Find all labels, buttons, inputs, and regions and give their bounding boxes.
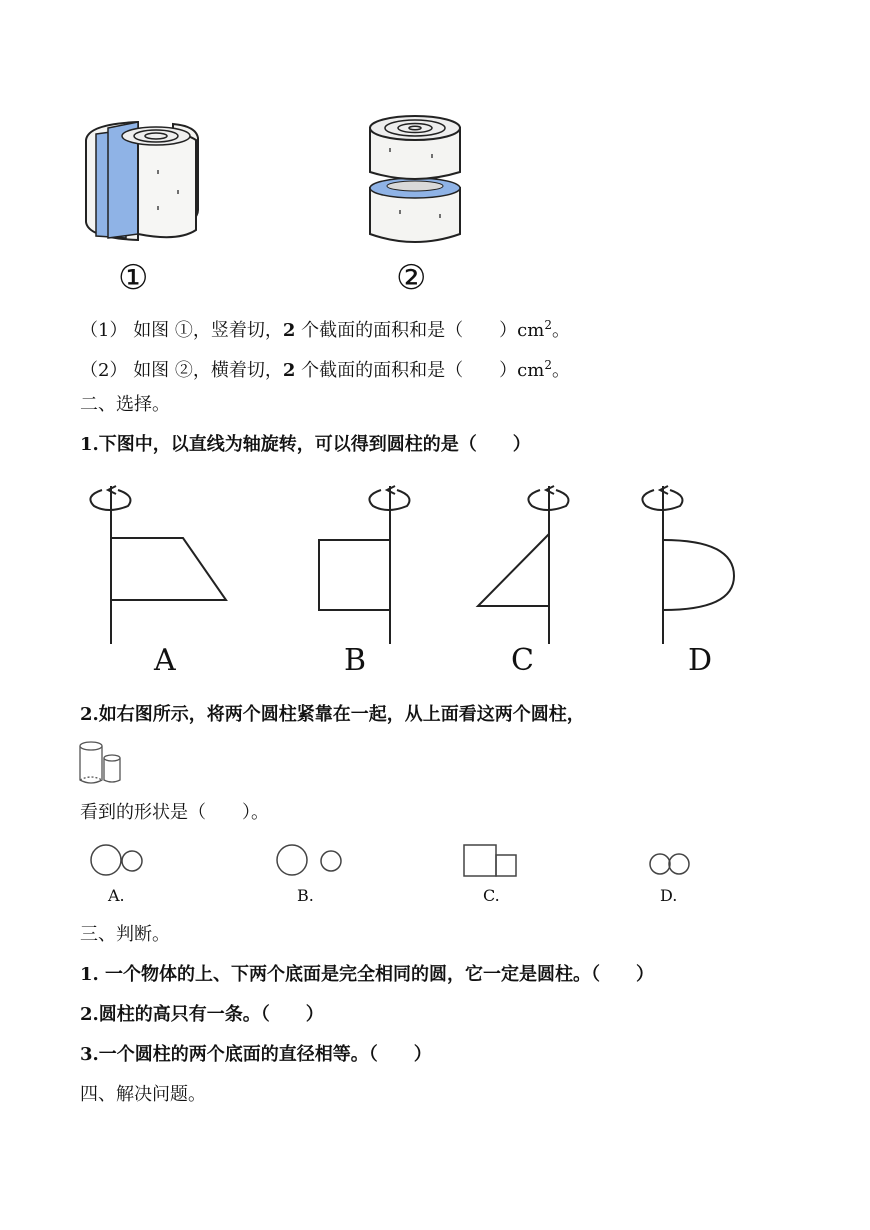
- q1-text-a: 如图 ①，竖着切，: [133, 320, 283, 341]
- top-view-option-a: A.: [108, 886, 125, 905]
- judge-item-3: 3.一个圆柱的两个底面的直径相等。（ ）: [80, 1044, 432, 1065]
- q1-sup: 2: [544, 318, 552, 332]
- rotation-options-figure: [78, 476, 758, 686]
- question-1-1: [80, 314, 570, 342]
- top-view-option-d: D.: [660, 886, 678, 905]
- top-view-option-b: B.: [297, 886, 314, 905]
- q1-end: 。: [551, 320, 570, 341]
- q2-num: 2: [282, 360, 296, 381]
- figure-1-label: ①: [118, 258, 149, 298]
- rotation-option-b: B: [344, 643, 367, 678]
- rotation-option-d: D: [688, 643, 713, 678]
- rotation-option-a: A: [154, 643, 176, 678]
- q1-prefix: （1）: [80, 320, 128, 341]
- q2-text-a: 如图 ②，横着切，: [133, 360, 283, 381]
- q2-sup: 2: [544, 358, 552, 372]
- q1-num: 2: [282, 320, 296, 341]
- section-3-title: 三、判断。: [80, 924, 170, 945]
- top-view-option-c: C.: [483, 886, 500, 905]
- top-view-options-figure: [78, 840, 718, 886]
- q2-text-b: 个截面的面积和是（ ）cm: [295, 360, 545, 381]
- question-1-2: [80, 354, 570, 382]
- vertical-cut-log-figure: [78, 110, 208, 255]
- figure-2-label: ②: [396, 258, 427, 298]
- section-2-question-1: 1.下图中，以直线为轴旋转，可以得到圆柱的是（ ）: [80, 434, 531, 455]
- section-4-title: 四、解决问题。: [80, 1084, 206, 1105]
- section-2-question-2: 2.如右图所示，将两个圆柱紧靠在一起，从上面看这两个圆柱，: [80, 704, 585, 725]
- judge-item-1: 1. 一个物体的上、下两个底面是完全相同的圆，它一定是圆柱。（ ）: [80, 964, 655, 985]
- two-cylinders-figure: [78, 740, 128, 788]
- section-2-title: 二、选择。: [80, 394, 170, 415]
- horizontal-cut-log-figure: [360, 110, 470, 250]
- q2-end: 。: [551, 360, 570, 381]
- section-2-question-2-cont: 看到的形状是（ ）。: [80, 802, 269, 823]
- judge-item-2: 2.圆柱的高只有一条。（ ）: [80, 1004, 324, 1025]
- q2-prefix: （2）: [80, 360, 128, 381]
- rotation-option-c: C: [511, 643, 534, 678]
- q1-text-b: 个截面的面积和是（ ）cm: [295, 320, 545, 341]
